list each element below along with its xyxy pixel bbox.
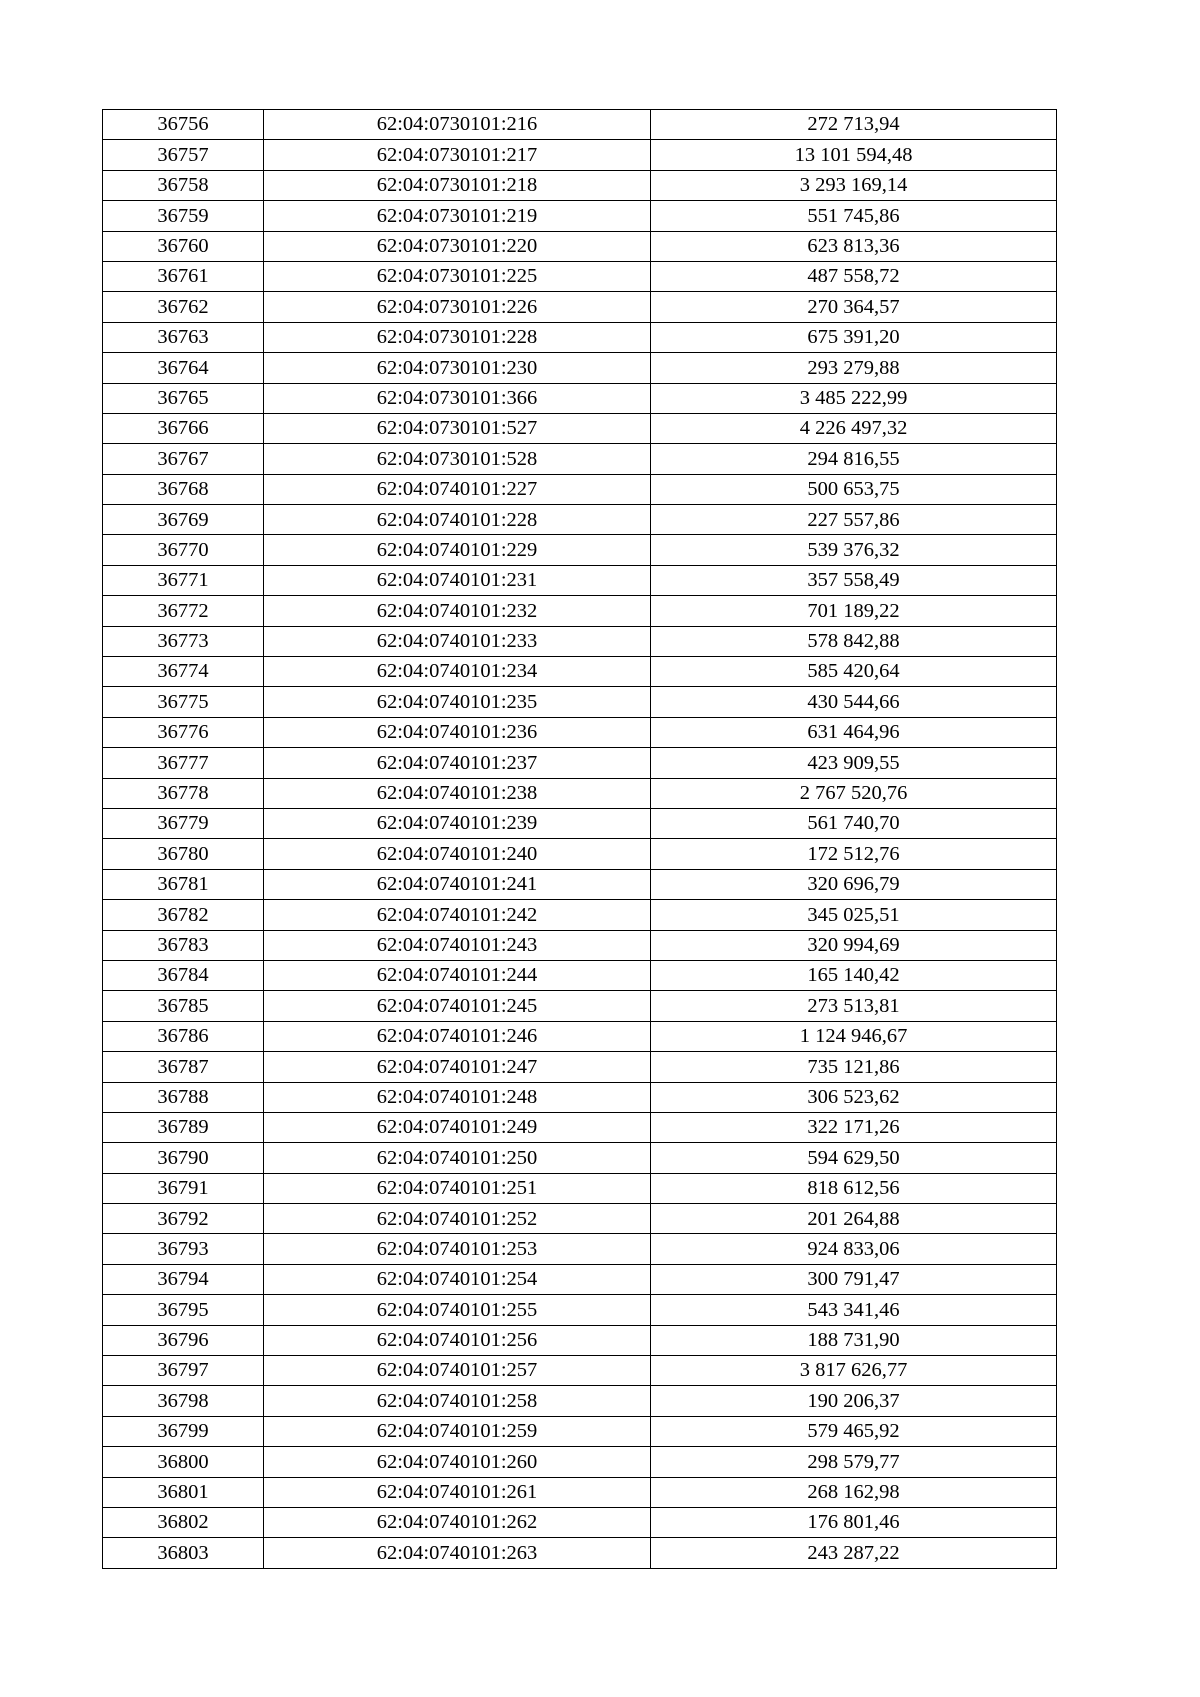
- cadastral-number-cell: 62:04:0740101:237: [264, 748, 651, 778]
- cadastral-value-cell: 4 226 497,32: [651, 413, 1057, 443]
- row-number-cell: 36783: [103, 930, 264, 960]
- table-row: [103, 1325, 1057, 1355]
- cadastral-value-cell: 268 162,98: [651, 1477, 1057, 1507]
- cadastral-value-cell: 579 465,92: [651, 1416, 1057, 1446]
- table-row: [103, 322, 1057, 352]
- cadastral-number-cell: 62:04:0740101:228: [264, 505, 651, 535]
- cadastral-value-cell: 430 544,66: [651, 687, 1057, 717]
- table-row: [103, 170, 1057, 200]
- table-row: [103, 1295, 1057, 1325]
- table-row: [103, 535, 1057, 565]
- row-number-cell: 36770: [103, 535, 264, 565]
- row-number-cell: 36767: [103, 444, 264, 474]
- cadastral-number-cell: 62:04:0740101:255: [264, 1295, 651, 1325]
- cadastral-number-cell: 62:04:0740101:257: [264, 1356, 651, 1386]
- cadastral-value-cell: 273 513,81: [651, 991, 1057, 1021]
- cadastral-value-cell: 551 745,86: [651, 201, 1057, 231]
- cadastral-number-cell: 62:04:0740101:243: [264, 930, 651, 960]
- cadastral-value-cell: 701 189,22: [651, 596, 1057, 626]
- row-number-cell: 36794: [103, 1264, 264, 1294]
- table-row: [103, 444, 1057, 474]
- cadastral-value-cell: 176 801,46: [651, 1507, 1057, 1537]
- cadastral-value-cell: 500 653,75: [651, 474, 1057, 504]
- table-row: [103, 1234, 1057, 1264]
- row-number-cell: 36793: [103, 1234, 264, 1264]
- table-row: [103, 839, 1057, 869]
- row-number-cell: 36801: [103, 1477, 264, 1507]
- cadastral-number-cell: 62:04:0740101:254: [264, 1264, 651, 1294]
- table-row: [103, 1112, 1057, 1142]
- table-row: [103, 1143, 1057, 1173]
- row-number-cell: 36790: [103, 1143, 264, 1173]
- cadastral-value-cell: 735 121,86: [651, 1052, 1057, 1082]
- table-row: [103, 1507, 1057, 1537]
- row-number-cell: 36792: [103, 1204, 264, 1234]
- cadastral-value-cell: 578 842,88: [651, 626, 1057, 656]
- table-row: [103, 991, 1057, 1021]
- table-row: [103, 1204, 1057, 1234]
- cadastral-number-cell: 62:04:0740101:259: [264, 1416, 651, 1446]
- row-number-cell: 36798: [103, 1386, 264, 1416]
- cadastral-number-cell: 62:04:0740101:246: [264, 1021, 651, 1051]
- cadastral-number-cell: 62:04:0740101:241: [264, 869, 651, 899]
- cadastral-number-cell: 62:04:0740101:227: [264, 474, 651, 504]
- table-row: [103, 505, 1057, 535]
- cadastral-number-cell: 62:04:0730101:218: [264, 170, 651, 200]
- cadastral-value-cell: 13 101 594,48: [651, 140, 1057, 170]
- cadastral-number-cell: 62:04:0740101:229: [264, 535, 651, 565]
- cadastral-number-cell: 62:04:0740101:232: [264, 596, 651, 626]
- cadastral-value-cell: 165 140,42: [651, 960, 1057, 990]
- cadastral-number-cell: 62:04:0740101:258: [264, 1386, 651, 1416]
- table-row: [103, 960, 1057, 990]
- cadastral-number-cell: 62:04:0740101:261: [264, 1477, 651, 1507]
- cadastral-number-cell: 62:04:0730101:219: [264, 201, 651, 231]
- table-row: [103, 1447, 1057, 1477]
- table-row: [103, 596, 1057, 626]
- row-number-cell: 36787: [103, 1052, 264, 1082]
- cadastral-number-cell: 62:04:0730101:527: [264, 413, 651, 443]
- row-number-cell: 36762: [103, 292, 264, 322]
- cadastral-number-cell: 62:04:0740101:262: [264, 1507, 651, 1537]
- table-row: [103, 292, 1057, 322]
- cadastral-value-cell: 320 696,79: [651, 869, 1057, 899]
- table-row: [103, 869, 1057, 899]
- table-row: [103, 110, 1057, 140]
- row-number-cell: 36759: [103, 201, 264, 231]
- cadastral-value-cell: 3 293 169,14: [651, 170, 1057, 200]
- row-number-cell: 36758: [103, 170, 264, 200]
- row-number-cell: 36772: [103, 596, 264, 626]
- cadastral-value-cell: 539 376,32: [651, 535, 1057, 565]
- cadastral-number-cell: 62:04:0740101:249: [264, 1112, 651, 1142]
- row-number-cell: 36777: [103, 748, 264, 778]
- table-row: [103, 413, 1057, 443]
- cadastral-value-cell: 322 171,26: [651, 1112, 1057, 1142]
- cadastral-number-cell: 62:04:0740101:233: [264, 626, 651, 656]
- cadastral-number-cell: 62:04:0740101:239: [264, 808, 651, 838]
- row-number-cell: 36774: [103, 657, 264, 687]
- cadastral-value-cell: 487 558,72: [651, 261, 1057, 291]
- cadastral-value-cell: 675 391,20: [651, 322, 1057, 352]
- table-row: [103, 1173, 1057, 1203]
- cadastral-number-cell: 62:04:0740101:240: [264, 839, 651, 869]
- cadastral-number-cell: 62:04:0730101:226: [264, 292, 651, 322]
- cadastral-value-cell: 423 909,55: [651, 748, 1057, 778]
- cadastral-number-cell: 62:04:0740101:236: [264, 717, 651, 747]
- row-number-cell: 36776: [103, 717, 264, 747]
- table-row: [103, 930, 1057, 960]
- cadastral-value-cell: 172 512,76: [651, 839, 1057, 869]
- cadastral-value-cell: 306 523,62: [651, 1082, 1057, 1112]
- row-number-cell: 36780: [103, 839, 264, 869]
- row-number-cell: 36788: [103, 1082, 264, 1112]
- row-number-cell: 36779: [103, 808, 264, 838]
- cadastral-number-cell: 62:04:0740101:234: [264, 657, 651, 687]
- table-row: [103, 565, 1057, 595]
- table-row: [103, 1538, 1057, 1568]
- row-number-cell: 36756: [103, 110, 264, 140]
- row-number-cell: 36785: [103, 991, 264, 1021]
- row-number-cell: 36796: [103, 1325, 264, 1355]
- cadastral-value-cell: 623 813,36: [651, 231, 1057, 261]
- cadastral-number-cell: 62:04:0730101:217: [264, 140, 651, 170]
- row-number-cell: 36773: [103, 626, 264, 656]
- cadastral-number-cell: 62:04:0740101:238: [264, 778, 651, 808]
- cadastral-number-cell: 62:04:0730101:220: [264, 231, 651, 261]
- table-row: [103, 748, 1057, 778]
- table-row: [103, 778, 1057, 808]
- cadastral-value-cell: 818 612,56: [651, 1173, 1057, 1203]
- row-number-cell: 36795: [103, 1295, 264, 1325]
- cadastral-number-cell: 62:04:0740101:250: [264, 1143, 651, 1173]
- table-row: [103, 808, 1057, 838]
- table-row: [103, 140, 1057, 170]
- table-row: [103, 1052, 1057, 1082]
- row-number-cell: 36768: [103, 474, 264, 504]
- table-row: [103, 900, 1057, 930]
- cadastral-number-cell: 62:04:0740101:247: [264, 1052, 651, 1082]
- table-row: [103, 383, 1057, 413]
- cadastral-number-cell: 62:04:0740101:260: [264, 1447, 651, 1477]
- cadastral-number-cell: 62:04:0740101:235: [264, 687, 651, 717]
- row-number-cell: 36797: [103, 1356, 264, 1386]
- table-row: [103, 474, 1057, 504]
- cadastral-value-cell: 585 420,64: [651, 657, 1057, 687]
- table-row: [103, 657, 1057, 687]
- cadastral-value-cell: 1 124 946,67: [651, 1021, 1057, 1051]
- row-number-cell: 36802: [103, 1507, 264, 1537]
- cadastral-number-cell: 62:04:0730101:366: [264, 383, 651, 413]
- row-number-cell: 36789: [103, 1112, 264, 1142]
- cadastral-number-cell: 62:04:0730101:528: [264, 444, 651, 474]
- cadastral-value-cell: 188 731,90: [651, 1325, 1057, 1355]
- row-number-cell: 36771: [103, 565, 264, 595]
- cadastral-value-cell: 270 364,57: [651, 292, 1057, 322]
- cadastral-value-cell: 201 264,88: [651, 1204, 1057, 1234]
- cadastral-number-cell: 62:04:0740101:252: [264, 1204, 651, 1234]
- row-number-cell: 36764: [103, 353, 264, 383]
- cadastral-value-table: [102, 109, 1057, 1569]
- row-number-cell: 36775: [103, 687, 264, 717]
- row-number-cell: 36763: [103, 322, 264, 352]
- table-row: [103, 1477, 1057, 1507]
- row-number-cell: 36760: [103, 231, 264, 261]
- cadastral-number-cell: 62:04:0730101:216: [264, 110, 651, 140]
- cadastral-value-cell: 272 713,94: [651, 110, 1057, 140]
- table-row: [103, 717, 1057, 747]
- cadastral-number-cell: 62:04:0730101:225: [264, 261, 651, 291]
- row-number-cell: 36765: [103, 383, 264, 413]
- cadastral-number-cell: 62:04:0740101:244: [264, 960, 651, 990]
- row-number-cell: 36784: [103, 960, 264, 990]
- cadastral-value-cell: 3 817 626,77: [651, 1356, 1057, 1386]
- cadastral-value-cell: 300 791,47: [651, 1264, 1057, 1294]
- row-number-cell: 36766: [103, 413, 264, 443]
- cadastral-value-cell: 345 025,51: [651, 900, 1057, 930]
- cadastral-value-cell: 243 287,22: [651, 1538, 1057, 1568]
- table-row: [103, 1386, 1057, 1416]
- cadastral-value-cell: 320 994,69: [651, 930, 1057, 960]
- cadastral-value-cell: 561 740,70: [651, 808, 1057, 838]
- cadastral-value-cell: 631 464,96: [651, 717, 1057, 747]
- cadastral-value-cell: 3 485 222,99: [651, 383, 1057, 413]
- cadastral-number-cell: 62:04:0740101:231: [264, 565, 651, 595]
- cadastral-value-cell: 594 629,50: [651, 1143, 1057, 1173]
- cadastral-value-cell: 543 341,46: [651, 1295, 1057, 1325]
- cadastral-number-cell: 62:04:0730101:228: [264, 322, 651, 352]
- cadastral-number-cell: 62:04:0740101:253: [264, 1234, 651, 1264]
- cadastral-value-cell: 924 833,06: [651, 1234, 1057, 1264]
- row-number-cell: 36769: [103, 505, 264, 535]
- table-row: [103, 201, 1057, 231]
- cadastral-number-cell: 62:04:0740101:242: [264, 900, 651, 930]
- cadastral-value-cell: 298 579,77: [651, 1447, 1057, 1477]
- cadastral-value-cell: 227 557,86: [651, 505, 1057, 535]
- row-number-cell: 36786: [103, 1021, 264, 1051]
- cadastral-value-cell: 293 279,88: [651, 353, 1057, 383]
- table-row: [103, 231, 1057, 261]
- row-number-cell: 36803: [103, 1538, 264, 1568]
- table-body: [103, 110, 1057, 1569]
- table-row: [103, 626, 1057, 656]
- cadastral-number-cell: 62:04:0740101:245: [264, 991, 651, 1021]
- cadastral-number-cell: 62:04:0740101:248: [264, 1082, 651, 1112]
- cadastral-value-cell: 294 816,55: [651, 444, 1057, 474]
- row-number-cell: 36781: [103, 869, 264, 899]
- cadastral-number-cell: 62:04:0740101:256: [264, 1325, 651, 1355]
- row-number-cell: 36782: [103, 900, 264, 930]
- table-row: [103, 1264, 1057, 1294]
- row-number-cell: 36757: [103, 140, 264, 170]
- table-row: [103, 1021, 1057, 1051]
- cadastral-number-cell: 62:04:0740101:251: [264, 1173, 651, 1203]
- row-number-cell: 36778: [103, 778, 264, 808]
- cadastral-value-cell: 190 206,37: [651, 1386, 1057, 1416]
- table-row: [103, 1082, 1057, 1112]
- cadastral-value-cell: 2 767 520,76: [651, 778, 1057, 808]
- table-row: [103, 687, 1057, 717]
- table-row: [103, 353, 1057, 383]
- row-number-cell: 36799: [103, 1416, 264, 1446]
- row-number-cell: 36761: [103, 261, 264, 291]
- row-number-cell: 36800: [103, 1447, 264, 1477]
- table-row: [103, 261, 1057, 291]
- table-row: [103, 1356, 1057, 1386]
- cadastral-number-cell: 62:04:0740101:263: [264, 1538, 651, 1568]
- cadastral-value-cell: 357 558,49: [651, 565, 1057, 595]
- table-row: [103, 1416, 1057, 1446]
- cadastral-number-cell: 62:04:0730101:230: [264, 353, 651, 383]
- row-number-cell: 36791: [103, 1173, 264, 1203]
